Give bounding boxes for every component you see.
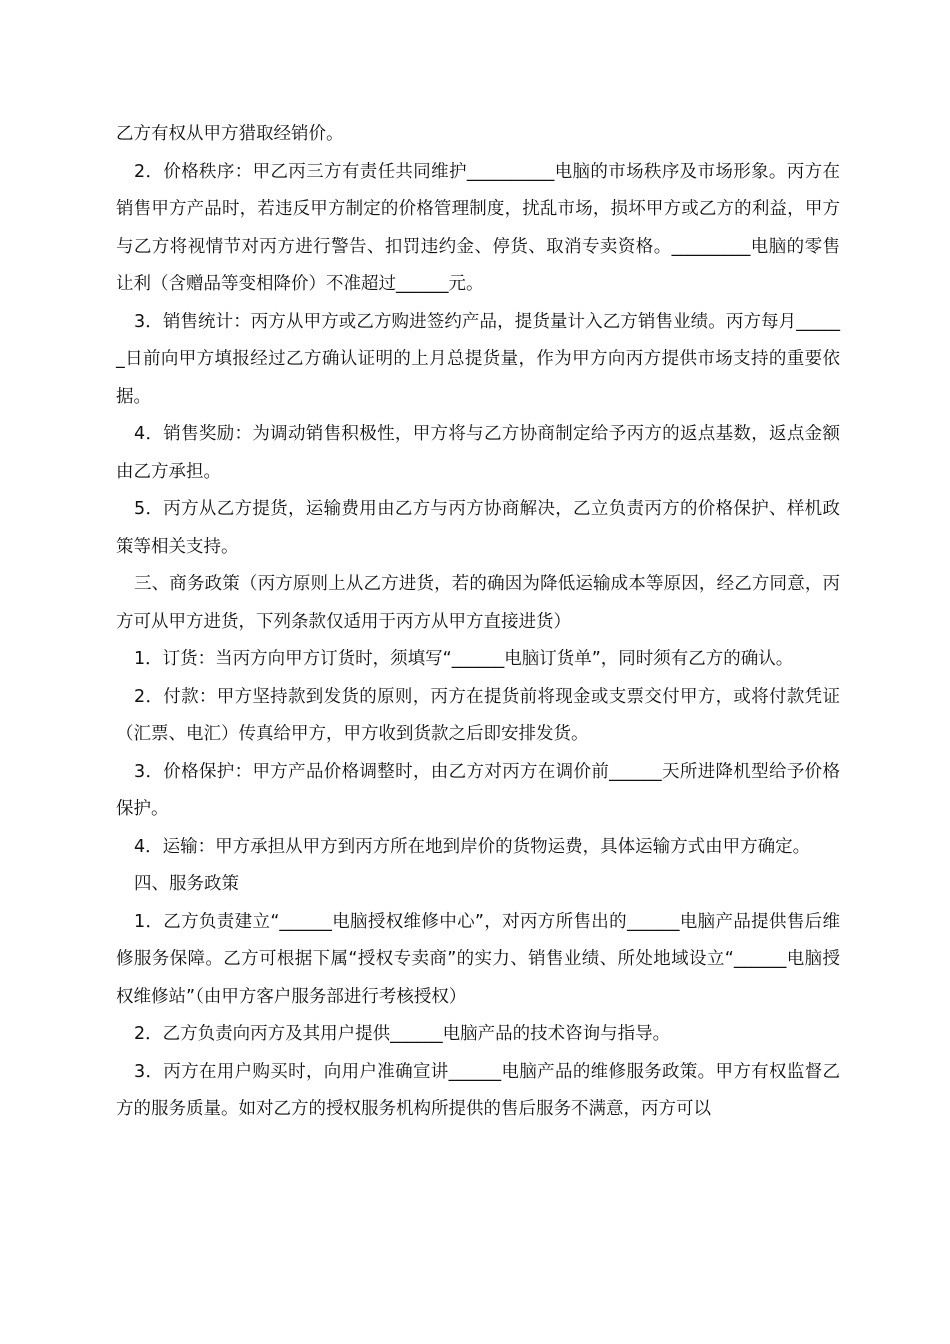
section-heading-commerce: 三、商务政策（丙方原则上从乙方进货，若的确因为降低运输成本等原因，经乙方同意，丙方可从甲方进货，下列条款仅适用于丙方从甲方直接进货） <box>116 574 840 632</box>
section-heading-service: 四、服务政策 <box>134 874 239 894</box>
paragraph-12: 1．乙方负责建立“______电脑授权维修中心”，对丙方所售出的______电脑产品提供售后维修服务保障。乙方可根据下属“授权专卖商”的实力、销售业绩、所处地域设立“______电脑授权维修站”（由甲方客户服务部进行考核授权） <box>116 911 840 1007</box>
paragraph-5: 5．丙方从乙方提货，运输费用由乙方与丙方协商解决，乙立负责丙方的价格保护、样机政策等相关支持。 <box>116 499 840 557</box>
paragraph-8: 2．付款：甲方坚持款到发货的原则，丙方在提货前将现金或支票交付甲方，或将付款凭证（汇票、电汇）传真给甲方，甲方收到货款之后即安排发货。 <box>116 686 840 744</box>
paragraph-10: 4．运输：甲方承担从甲方到丙方所在地到岸价的货物运费，具体运输方式由甲方确定。 <box>134 836 811 857</box>
paragraph-9: 3．价格保护：甲方产品价格调整时，由乙方对丙方在调价前______天所进降机型给予价格保护。 <box>116 761 840 819</box>
paragraph-3: 3．销售统计：丙方从甲方或乙方购进签约产品，提货量计入乙方销售业绩。丙方每月______日前向甲方填报经过乙方确认证明的上月总提货量，作为甲方向丙方提供市场支持的重要依据。 <box>116 311 840 407</box>
paragraph-14: 3．丙方在用户购买时，向用户准确宣讲______电脑产品的维修服务政策。甲方有权监督乙方的服务质量。如对乙方的授权服务机构所提供的售后服务不满意，丙方可以 <box>116 1061 840 1119</box>
paragraph-13: 2．乙方负责向丙方及其用户提供______电脑产品的技术咨询与指导。 <box>134 1024 671 1044</box>
paragraph-4: 4．销售奖励：为调动销售积极性，甲方将与乙方协商制定给予丙方的返点基数，返点金额由乙方承担。 <box>116 424 840 482</box>
paragraph-7: 1．订货：当丙方向甲方订货时，须填写“______电脑订货单”，同时须有乙方的确认。 <box>134 649 794 669</box>
document-body <box>116 116 840 1129</box>
paragraph-2: 2．价格秩序：甲乙丙三方有责任共同维护__________电脑的市场秩序及市场形象。丙方在销售甲方产品时，若违反甲方制定的价格管理制度，扰乱市场，损坏甲方或乙方的利益，甲方与乙方将视情节对丙方进行警告、扣罚违约金、停货、取消专卖资格。_________电脑的零售让利（含赠品等变相降价）不准超过______元。 <box>116 161 840 294</box>
paragraph-1: 乙方有权从甲方猎取经销价。 <box>116 124 344 144</box>
